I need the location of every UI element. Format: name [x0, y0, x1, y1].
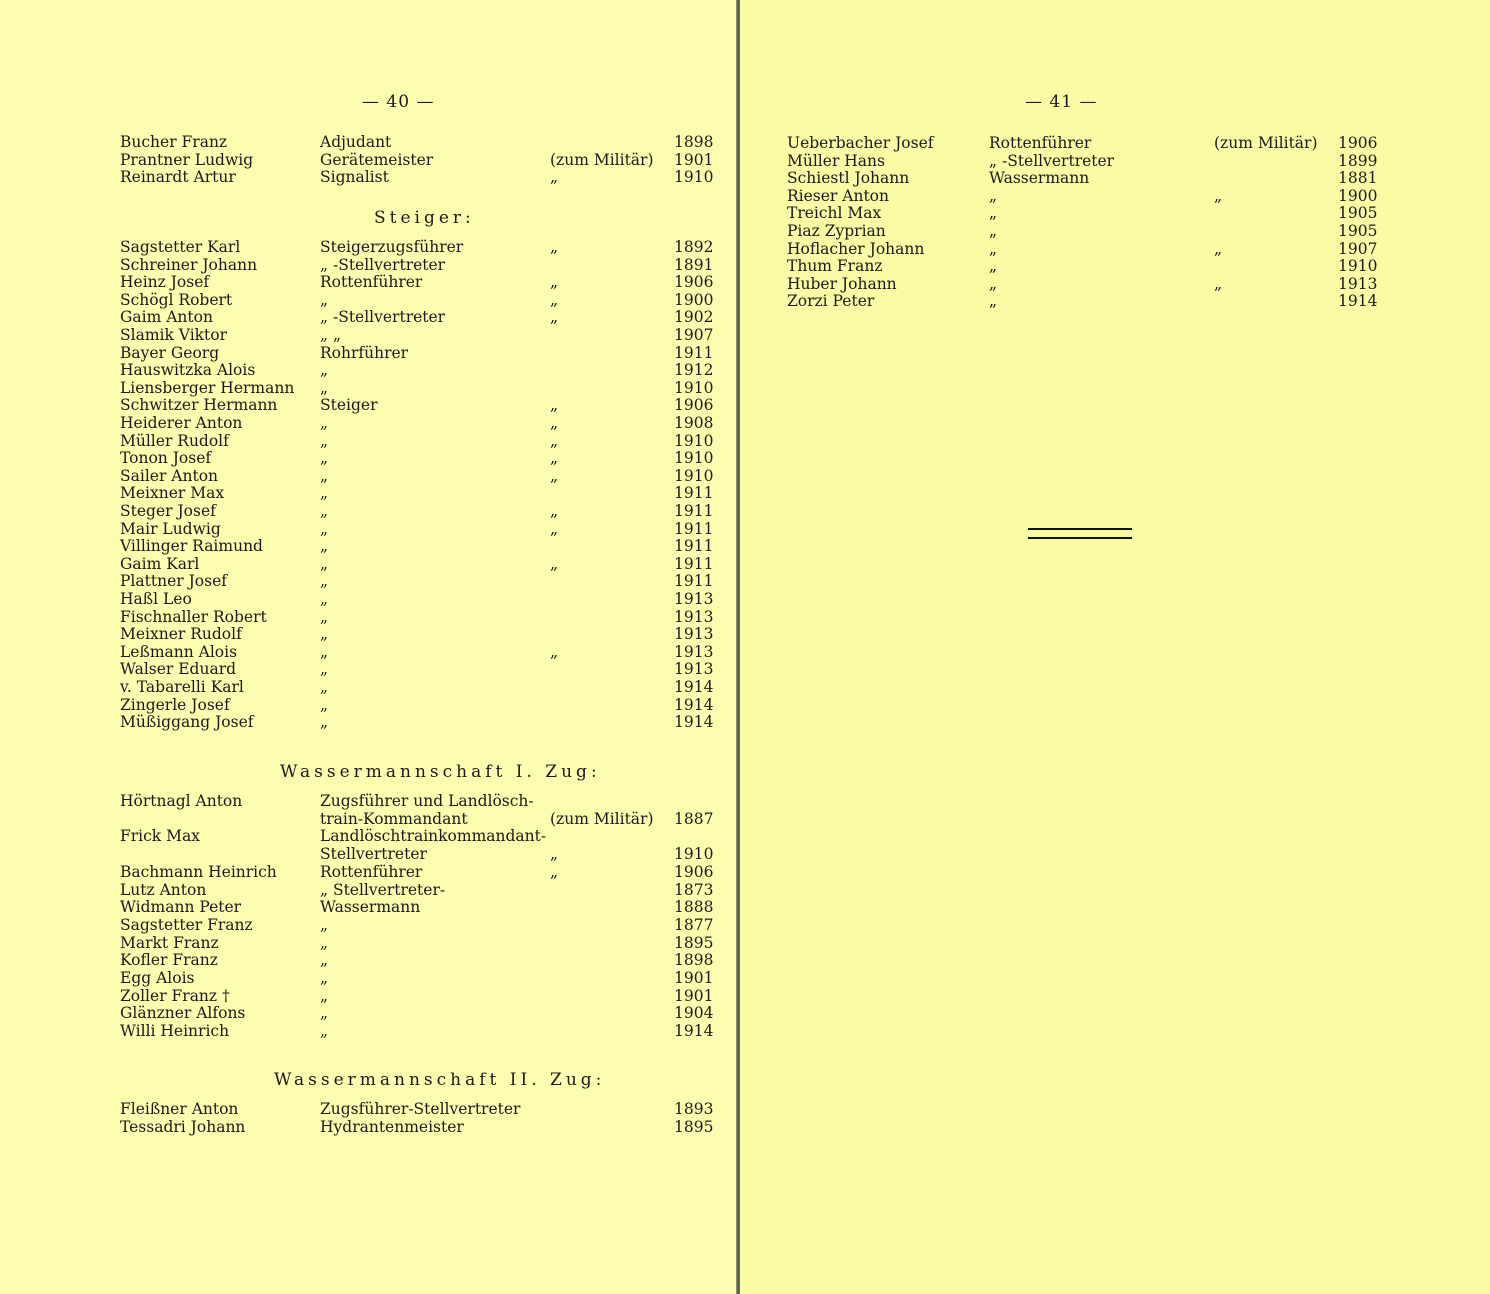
member-year: 1914 — [674, 713, 714, 732]
roster-row — [787, 134, 1437, 152]
member-name: Schreiner Johann — [120, 255, 258, 274]
member-year: 1898 — [674, 133, 714, 151]
member-name: Glänzner Alfons — [120, 1004, 246, 1023]
member-year: 1906 — [674, 862, 714, 881]
member-role: „ — [320, 625, 329, 644]
roster-row — [120, 502, 720, 520]
member-year: 1891 — [674, 255, 714, 274]
roster-row — [120, 326, 720, 344]
member-role: Zugsführer-Stellvertreter — [320, 1100, 521, 1118]
member-note: „ — [550, 238, 559, 256]
member-role: „ — [989, 257, 998, 276]
roster-row — [787, 257, 1437, 275]
left-page — [0, 0, 737, 1294]
member-name: Zoller Franz † — [120, 986, 230, 1005]
member-name: Bachmann Heinrich — [120, 862, 277, 881]
member-name: Plattner Josef — [120, 572, 227, 591]
member-role: „ — [320, 607, 329, 626]
member-year: 1905 — [1338, 204, 1378, 223]
member-role: Steigerzugsführer — [320, 238, 464, 256]
member-name: Zingerle Josef — [120, 695, 230, 714]
member-year: 1910 — [674, 431, 714, 450]
member-note: „ — [550, 449, 559, 468]
roster-row — [120, 1100, 720, 1118]
member-year: 1913 — [674, 642, 714, 661]
roster-row — [120, 934, 720, 952]
member-name: Lutz Anton — [120, 880, 207, 899]
right-page — [740, 0, 1490, 1294]
member-name: Rieser Anton — [787, 186, 889, 205]
member-name: Gaim Anton — [120, 308, 213, 327]
member-role: „ — [320, 466, 329, 485]
member-role: „ — [320, 519, 329, 538]
page-number-left: — 40 — — [362, 92, 435, 112]
roster-row — [120, 881, 720, 899]
member-role: „ -Stellvertreter — [320, 308, 446, 327]
page-number-right: — 41 — — [1025, 92, 1098, 112]
member-role: Steiger — [320, 396, 378, 415]
member-role: „ — [320, 713, 329, 732]
roster-row — [120, 625, 720, 643]
member-name: Meixner Rudolf — [120, 625, 242, 644]
member-note: „ — [550, 466, 559, 485]
member-year: 1904 — [674, 1004, 714, 1023]
roster-row — [120, 414, 720, 432]
member-year: 1911 — [674, 484, 714, 503]
member-year: 1910 — [674, 449, 714, 468]
roster-row — [120, 133, 720, 151]
member-year: 1910 — [674, 466, 714, 485]
member-note: „ — [550, 502, 559, 520]
member-year: 1914 — [674, 678, 714, 696]
member-name: Sagstetter Franz — [120, 915, 253, 934]
member-role: „ — [320, 951, 329, 970]
member-role: „ — [320, 1004, 329, 1023]
member-name: Sailer Anton — [120, 466, 219, 485]
roster-row — [120, 572, 720, 590]
member-year: 1914 — [1338, 292, 1378, 311]
roster-row — [120, 308, 720, 326]
member-name: Schiestl Johann — [787, 169, 910, 188]
roster-row — [787, 222, 1437, 240]
member-note: „ — [550, 290, 559, 309]
member-role: „ -Stellvertreter — [320, 255, 446, 274]
member-year: 1913 — [1338, 274, 1378, 293]
member-role: „ „ — [320, 326, 341, 344]
member-note: „ — [550, 862, 559, 881]
roster-row — [120, 484, 720, 502]
roster-row — [120, 713, 720, 731]
member-name: Haßl Leo — [120, 590, 192, 608]
roster-row — [120, 660, 720, 678]
member-name: Markt Franz — [120, 933, 219, 952]
member-year: 1901 — [674, 150, 714, 169]
member-name: Egg Alois — [120, 969, 195, 987]
roster-row — [120, 696, 720, 714]
member-name: Liensberger Hermann — [120, 378, 295, 397]
roster-row — [120, 238, 720, 256]
roster-row — [120, 916, 720, 934]
member-role: „ — [989, 222, 998, 240]
member-name: Hauswitzka Alois — [120, 361, 256, 380]
member-year: 1914 — [674, 1022, 714, 1041]
member-name: Piaz Zyprian — [787, 222, 886, 240]
member-role: „ -Stellvertreter — [989, 151, 1115, 170]
member-name: Hoflacher Johann — [787, 239, 925, 258]
member-year: 1906 — [674, 273, 714, 292]
member-year: 1905 — [1338, 222, 1378, 240]
member-name: Mair Ludwig — [120, 519, 221, 538]
member-note: „ — [550, 431, 559, 450]
roster-row — [120, 810, 720, 828]
member-year: 1907 — [1338, 239, 1378, 258]
roster-row — [120, 273, 720, 291]
roster-row — [787, 204, 1437, 222]
member-note: „ — [550, 554, 559, 573]
member-note: „ — [1214, 274, 1223, 293]
roster-row — [120, 379, 720, 397]
roster-row — [120, 1118, 720, 1136]
member-role: „ — [320, 933, 329, 952]
roster-row — [120, 863, 720, 881]
member-year: 1895 — [674, 933, 714, 952]
member-year: 1902 — [674, 308, 714, 327]
roster-row — [120, 590, 720, 608]
member-year: 1911 — [674, 519, 714, 538]
heading-zug-2: Wassermannschaft II. Zug: — [274, 1070, 606, 1090]
member-role: Gerätemeister — [320, 150, 434, 169]
member-name: Fleißner Anton — [120, 1100, 239, 1118]
roster-row — [120, 608, 720, 626]
roster-row — [120, 643, 720, 661]
member-note: „ — [550, 308, 559, 327]
member-name: Heinz Josef — [120, 273, 210, 292]
member-name: Willi Heinrich — [120, 1022, 230, 1041]
member-role: „ — [320, 502, 329, 520]
roster-row — [120, 898, 720, 916]
member-year: 1900 — [674, 290, 714, 309]
member-name: Slamik Viktor — [120, 326, 228, 344]
roster-row — [120, 537, 720, 555]
member-year: 1877 — [674, 915, 714, 934]
roster-row — [120, 432, 720, 450]
member-name: Müller Hans — [787, 151, 885, 170]
member-name: Schwitzer Hermann — [120, 396, 278, 415]
member-note: „ — [550, 396, 559, 415]
member-year: 1881 — [1338, 169, 1378, 188]
roster-row — [120, 449, 720, 467]
member-year: 1910 — [674, 845, 714, 864]
member-name: Leßmann Alois — [120, 642, 238, 661]
member-year: 1911 — [674, 343, 714, 362]
member-role: Hydrantenmeister — [320, 1118, 464, 1136]
member-role: Rohrführer — [320, 343, 409, 362]
member-role: „ — [320, 969, 329, 987]
member-year: 1911 — [674, 554, 714, 573]
roster-row — [120, 792, 720, 810]
member-role: „ — [320, 572, 329, 591]
member-year: 1873 — [674, 880, 714, 899]
member-role: „ — [320, 449, 329, 468]
roster-row — [120, 291, 720, 309]
member-year: 1906 — [1338, 134, 1378, 152]
roster-row — [120, 1022, 720, 1040]
member-name: Schögl Robert — [120, 290, 233, 309]
roster-row — [787, 292, 1437, 310]
member-name: Bayer Georg — [120, 343, 220, 362]
member-role: „ — [320, 554, 329, 573]
roster-row — [120, 361, 720, 379]
member-name: Fischnaller Robert — [120, 607, 267, 626]
member-note: (zum Militär) — [550, 150, 654, 169]
member-role: „ — [320, 695, 329, 714]
member-role: „ — [989, 186, 998, 205]
member-name: Huber Johann — [787, 274, 897, 293]
roster-row — [120, 845, 720, 863]
member-name: Reinardt Artur — [120, 168, 236, 186]
member-year: 1900 — [1338, 186, 1378, 205]
member-year: 1913 — [674, 607, 714, 626]
member-year: 1887 — [674, 809, 714, 828]
roster-row — [120, 987, 720, 1005]
member-role: Landlöschtrainkommandant- — [320, 827, 547, 846]
member-role: „ — [989, 204, 998, 223]
roster-row — [120, 827, 720, 845]
member-year: 1910 — [674, 168, 714, 186]
member-role: „ — [989, 239, 998, 258]
member-name: Kofler Franz — [120, 951, 218, 970]
member-role: Rottenführer — [320, 862, 423, 881]
roster-row — [120, 555, 720, 573]
heading-zug-1: Wassermannschaft I. Zug: — [280, 762, 601, 782]
member-name: Tonon Josef — [120, 449, 212, 468]
member-year: 1907 — [674, 326, 714, 344]
member-role: „ — [320, 915, 329, 934]
member-name: Müller Rudolf — [120, 431, 229, 450]
member-role: Signalist — [320, 168, 389, 186]
double-rule-divider — [1028, 528, 1132, 539]
member-role: „ — [320, 484, 329, 503]
member-role: „ — [320, 378, 329, 397]
member-year: 1911 — [674, 537, 714, 556]
member-year: 1908 — [674, 414, 714, 432]
member-role: „ — [989, 292, 998, 311]
member-year: 1911 — [674, 572, 714, 591]
member-year: 1901 — [674, 986, 714, 1005]
roster-row — [120, 256, 720, 274]
member-role: „ — [320, 678, 329, 696]
roster-row — [120, 151, 720, 169]
member-year: 1912 — [674, 361, 714, 380]
member-note: „ — [550, 414, 559, 432]
member-note: „ — [550, 845, 559, 864]
member-name: Frick Max — [120, 827, 200, 846]
member-year: 1906 — [674, 396, 714, 415]
member-name: Walser Eduard — [120, 660, 237, 679]
member-name: Villinger Raimund — [120, 537, 263, 556]
member-note: (zum Militär) — [550, 809, 654, 828]
member-year: 1901 — [674, 969, 714, 987]
member-name: Zorzi Peter — [787, 292, 875, 311]
roster-row — [120, 520, 720, 538]
member-name: Hörtnagl Anton — [120, 792, 243, 810]
member-name: Sagstetter Karl — [120, 238, 241, 256]
member-name: Tessadri Johann — [120, 1118, 246, 1136]
member-name: Treichl Max — [787, 204, 882, 223]
member-role: „ — [320, 986, 329, 1005]
member-year: 1913 — [674, 660, 714, 679]
member-role: „ — [320, 414, 329, 432]
roster-row — [120, 396, 720, 414]
member-role: „ Stellvertreter- — [320, 880, 446, 899]
member-note: (zum Militär) — [1214, 134, 1318, 152]
member-role: „ — [320, 642, 329, 661]
member-role: Adjudant — [320, 133, 392, 151]
member-note: „ — [550, 168, 559, 186]
roster-row — [787, 240, 1437, 258]
member-year: 1913 — [674, 590, 714, 608]
member-note: „ — [550, 273, 559, 292]
member-note: „ — [1214, 239, 1223, 258]
roster-row — [120, 467, 720, 485]
member-year: 1913 — [674, 625, 714, 644]
roster-row — [120, 344, 720, 362]
member-name: Müßiggang Josef — [120, 713, 254, 732]
member-name: Prantner Ludwig — [120, 150, 254, 169]
member-year: 1895 — [674, 1118, 714, 1136]
member-name: Thum Franz — [787, 257, 883, 276]
roster-row — [787, 152, 1437, 170]
member-name: Ueberbacher Josef — [787, 134, 934, 152]
member-role: Zugsführer und Landlösch- — [320, 792, 534, 810]
heading-steiger: Steiger: — [374, 208, 475, 228]
member-year: 1898 — [674, 951, 714, 970]
member-role: Rottenführer — [320, 273, 423, 292]
member-year: 1910 — [1338, 257, 1378, 276]
member-role: „ — [320, 590, 329, 608]
member-role: train-Kommandant — [320, 809, 468, 828]
roster-row — [120, 969, 720, 987]
member-role: Stellvertreter — [320, 845, 427, 864]
member-note: „ — [550, 519, 559, 538]
member-role: Wassermann — [989, 169, 1090, 188]
member-year: 1892 — [674, 238, 714, 256]
member-role: „ — [320, 361, 329, 380]
member-name: v. Tabarelli Karl — [120, 678, 244, 696]
member-name: Gaim Karl — [120, 554, 200, 573]
roster-row — [787, 169, 1437, 187]
roster-row — [787, 187, 1437, 205]
member-role: „ — [320, 431, 329, 450]
member-name: Widmann Peter — [120, 898, 242, 917]
member-role: „ — [320, 660, 329, 679]
member-role: „ — [989, 274, 998, 293]
member-role: „ — [320, 537, 329, 556]
member-name: Heiderer Anton — [120, 414, 243, 432]
roster-row — [120, 1004, 720, 1022]
member-year: 1910 — [674, 378, 714, 397]
member-year: 1911 — [674, 502, 714, 520]
roster-row — [787, 275, 1437, 293]
member-year: 1888 — [674, 898, 714, 917]
member-year: 1899 — [1338, 151, 1378, 170]
member-note: „ — [550, 642, 559, 661]
member-role: Wassermann — [320, 898, 421, 917]
member-note: „ — [1214, 186, 1223, 205]
member-year: 1893 — [674, 1100, 714, 1118]
roster-row — [120, 951, 720, 969]
member-year: 1914 — [674, 695, 714, 714]
roster-row — [120, 678, 720, 696]
member-name: Meixner Max — [120, 484, 225, 503]
member-role: „ — [320, 1022, 329, 1041]
roster-row — [120, 168, 720, 186]
member-name: Steger Josef — [120, 502, 216, 520]
member-name: Bucher Franz — [120, 133, 228, 151]
member-role: „ — [320, 290, 329, 309]
member-role: Rottenführer — [989, 134, 1092, 152]
